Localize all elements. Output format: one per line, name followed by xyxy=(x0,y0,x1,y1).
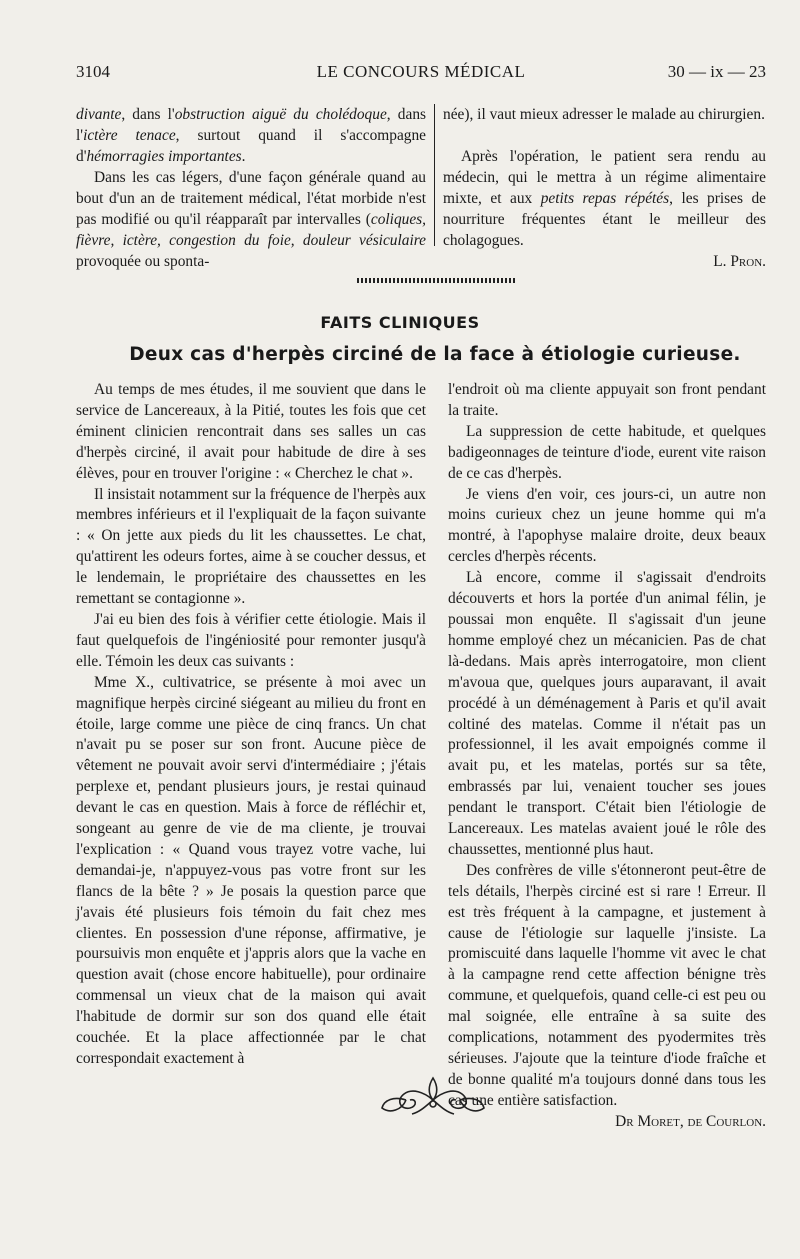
paragraph: l'endroit où ma cliente appuyait son front pendant la traite. xyxy=(448,381,766,419)
floral-ornament-icon xyxy=(376,1070,491,1120)
text: . xyxy=(241,148,246,165)
section-separator xyxy=(357,278,517,283)
text: Dans les cas légers, d'une façon générale quand au bout d'un an de traitement médical, l'état morbide n'est pas modifié ou qu'il réapparaît par intervalles ( xyxy=(76,169,426,228)
paragraph: Là encore, comme il s'agissait d'endroits découverts et hors la portée d'un animal félin, je poussai mon enquête. Il s'agissait d'un jeune homme employé chez un mécanicien. Pas de chat là-dedans. Mais après interrogatoire, mon client m'avoua que, quelques jours auparavant, il avait procédé à un déménagement à Paris et qu'il avait coltiné des matelas. Comme il n'était pas un professionnel, il les avait empoignés comme il avait pu, et les matelas, portés sur sa tête, embrassés par lui, venaient toucher ses joues pendant le transport. C'était bien l'étiologie de Lancereaux. Les matelas avaient joué le rôle des chaussettes, mentionné plus haut. xyxy=(448,569,766,858)
text: , dans l' xyxy=(76,106,426,144)
article-title: Deux cas d'herpès circiné de la face à étiologie curieuse. xyxy=(129,344,741,365)
paragraph: née), il vaut mieux adresser le malade au chirurgien. xyxy=(443,106,765,123)
column-divider xyxy=(434,104,435,246)
italic-text: divante xyxy=(76,106,122,123)
italic-text: ictère tenace xyxy=(83,127,176,144)
italic-text: obstruction aiguë du cholédoque xyxy=(174,106,387,123)
previous-article-right-column xyxy=(443,104,766,272)
page-number: 3104 xyxy=(76,62,110,81)
text: , les prises de nourriture fréquentes étant le meilleur des cholagogues. xyxy=(443,190,766,249)
italic-text: coliques, fièvre, ictère, congestion du foie, douleur vésiculaire xyxy=(76,211,426,249)
journal-title: LE CONCOURS MÉDICAL xyxy=(316,62,526,81)
page-header xyxy=(76,62,766,84)
italic-text: hémorragies importantes xyxy=(86,148,242,165)
paragraph xyxy=(76,104,426,167)
previous-article-ending xyxy=(76,104,766,270)
author-name: L. Pron. xyxy=(713,253,766,270)
paragraph: Mme X., cultivatrice, se présente à moi avec un magnifique herpès circiné siégeant au milieu du front en étoile, large comme une pièce de cinq francs. Un chat n'avait pu se poser sur son front. Aucune pièce de vêtement ne pouvait avoir servi d'intermédiaire ; j'étais perplexe et, pendant plusieurs jours, je restai quinaud devant le cas en question. Mais à force de réfléchir et, songeant au genre de vie de ma cliente, je trouvai l'explication : « Quand vous trayez votre vache, lui demandai-je, n'appuyez-vous pas votre front sur les flancs de la bête ? » Je posais la question parce que j'avais été plusieurs fois témoin du fait chez mes clientes. En possession d'une réponse, affirmative, je poursuivis mon enquête et j'appris alors que la vache en question avait (chose encore habituelle), pour ordinaire commensal un vieux chat de la maison qui avait l'habitude de dormir sur son dos quand elle était couchée. Et la place affectionnée par le chat correspondait exactement à xyxy=(76,673,426,1067)
article-left-column xyxy=(76,380,426,1070)
author-signature xyxy=(448,1112,766,1133)
paragraph: Au temps de mes études, il me souvient que dans le service de Lancereaux, à la Pitié, toutes les fois que cet éminent clinicien rencontrait dans ses salles un cas d'herpès circiné, il avait pour habitude de dire à ses élèves, pour en trouver l'origine : « Cherchez le chat ». xyxy=(76,381,426,482)
text: Après l'opération, le patient sera rendu au médecin, qui le mettra à un régime alimentaire mixte, et aux xyxy=(443,148,766,207)
article-body xyxy=(76,380,766,1130)
text: , dans l' xyxy=(121,106,175,123)
text: , surtout quand il s'accompagne d' xyxy=(76,127,426,165)
issue-date: 30 — ix — 23 xyxy=(667,62,766,81)
paragraph: J'ai eu bien des fois à vérifier cette étiologie. Mais il faut quelquefois de l'ingéniosité pour remonter jusqu'à elle. Témoin les deux cas suivants : xyxy=(76,610,426,670)
paragraph xyxy=(443,146,766,251)
paragraph: Des confrères de ville s'étonneront peut-être de tels détails, l'herpès circiné est si rare ! Erreur. Il est très fréquent à la campagne, et justement à cause de l'étiologie sur laquelle j'insiste. La promiscuité dans laquelle l'homme vit avec le chat à la campagne rend cette affection bénigne très commune, et quelquefois, quand celle-ci est peu ou mal soignée, elle entraîne à sa suite des complications, notamment des pyodermites très sérieuses. J'ajoute que la teinture d'iode fraîche et de bonne qualité m'a toujours donné dans tous les cas une entière satisfaction. xyxy=(448,861,766,1109)
paragraph xyxy=(76,167,426,272)
paragraph: Je viens d'en voir, ces jours-ci, un autre non moins curieux chez un jeune homme qui m'a montré, à l'apophyse malaire droite, deux beaux cercles d'herpès récents. xyxy=(448,485,766,566)
previous-article-left-column xyxy=(76,104,426,272)
paragraph: La suppression de cette habitude, et quelques badigeonnages de teinture d'iode, eurent vite raison de ce cas d'herpès. xyxy=(448,422,766,482)
section-title: FAITS CLINIQUES xyxy=(320,313,480,332)
paragraph: Il insistait notamment sur la fréquence de l'herpès aux membres inférieurs et il l'expliquait de la façon suivante : « On jette aux pieds du lit les chaussettes. Le chat, qu'attirent les odeurs fortes, aime à se coucher dessus, et le lendemain, le propriétaire des chaussettes en les remettant se contagionne ». xyxy=(76,485,426,608)
text: provoquée ou sponta- xyxy=(76,253,210,270)
author-signature xyxy=(443,251,766,272)
article-right-column xyxy=(448,380,766,1133)
author-name: Dr Moret, de Courlon. xyxy=(615,1112,766,1130)
italic-text: petits repas répétés xyxy=(540,190,670,207)
